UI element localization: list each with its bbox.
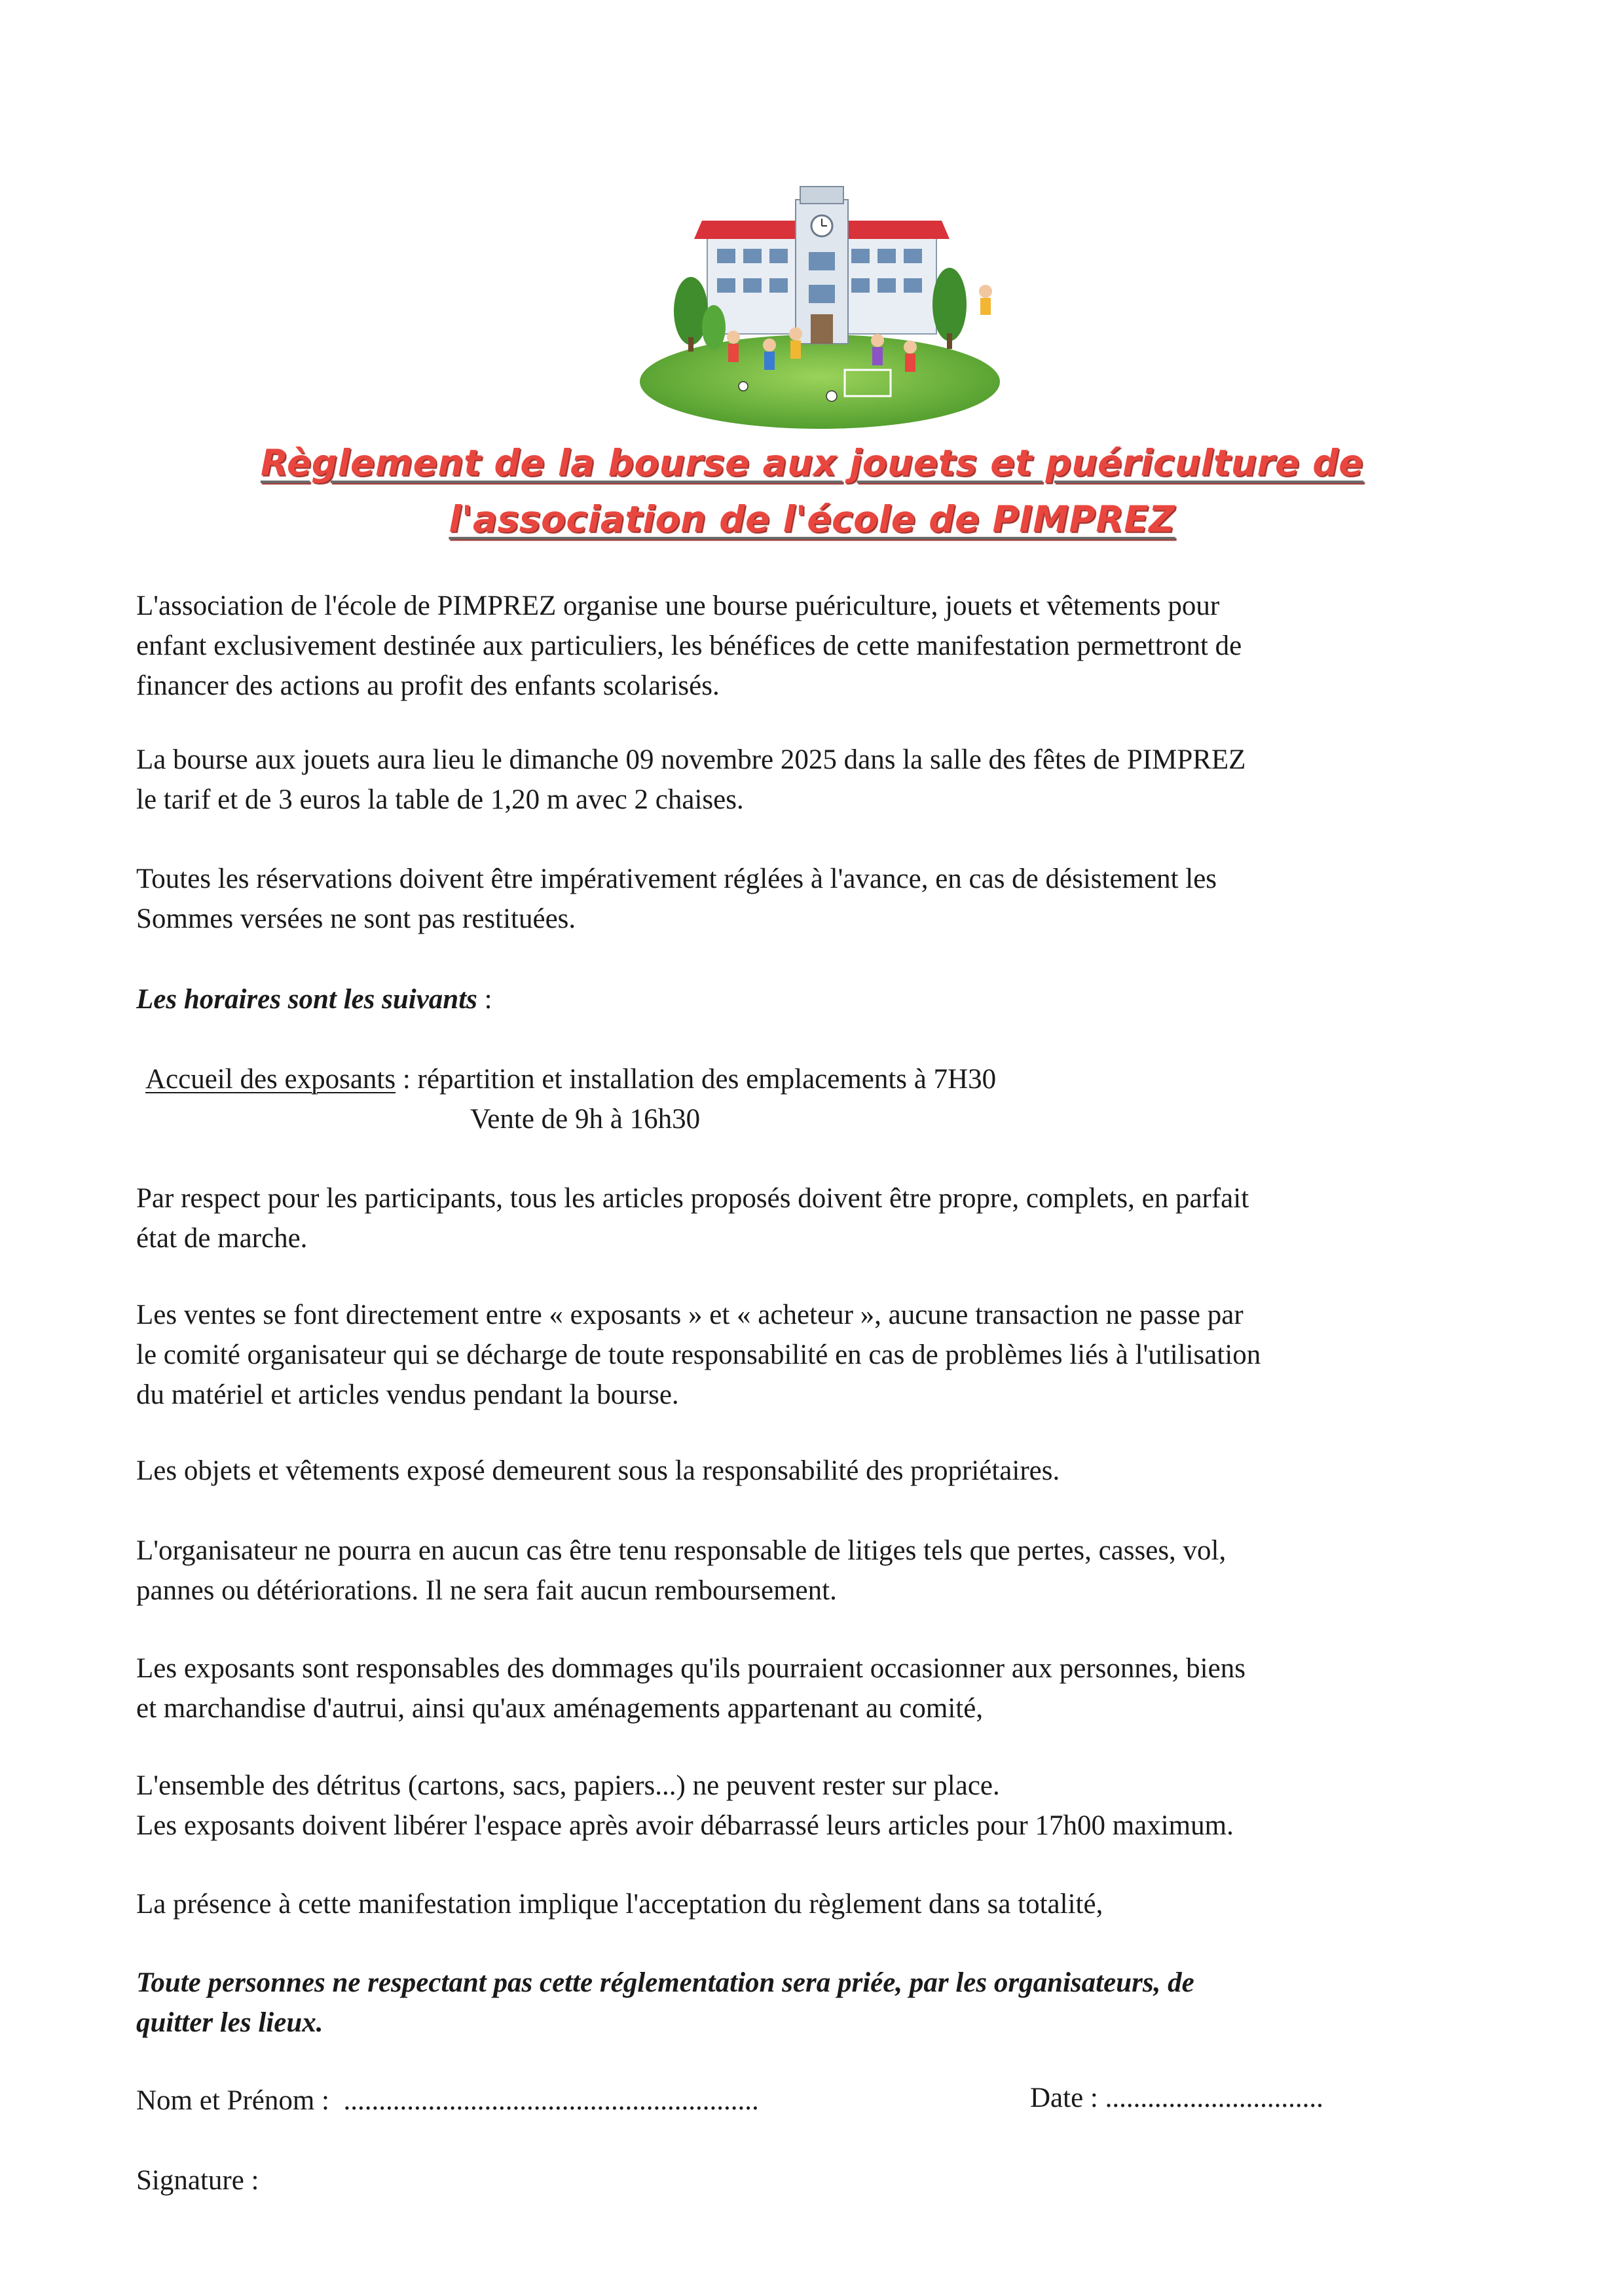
- horaires-heading-colon: :: [477, 984, 492, 1015]
- text-line: Les objets et vêtements exposé demeurent sous la responsabilité des propriétaires.: [136, 1455, 1060, 1486]
- text-line: enfant exclusivement destinée aux particuliers, les bénéfices de cette manifestation permettront de: [136, 630, 1242, 661]
- text-line: Les exposants doivent libérer l'espace après avoir débarrassé leurs articles pour 17h00 maximum.: [136, 1810, 1234, 1841]
- text-line: L'association de l'école de PIMPREZ organise une bourse puériculture, jouets et vêtements pour: [136, 591, 1220, 621]
- text-line: financer des actions au profit des enfants scolarisés.: [136, 670, 720, 701]
- school-logo-illustration: [629, 173, 1008, 435]
- accueil-exposants-label: Accueil des exposants: [145, 1064, 396, 1095]
- acceptation-paragraph: [136, 1884, 1511, 1924]
- title-text: Règlement de la bourse aux jouets et puériculture de: [260, 442, 1364, 484]
- ventes-paragraph: [136, 1295, 1511, 1415]
- text-line: du matériel et articles vendus pendant la bourse.: [136, 1379, 679, 1410]
- text-line: et marchandise d'autrui, ainsi qu'aux aménagements appartenant au comité,: [136, 1693, 984, 1724]
- text-line: quitter les lieux.: [136, 2007, 323, 2038]
- date-label: Date :: [1030, 2083, 1098, 2113]
- objets-paragraph: [136, 1451, 1511, 1491]
- horaires-details: [145, 1059, 1521, 1099]
- date-field[interactable]: [1030, 2078, 1488, 2118]
- text-line: pannes ou détériorations. Il ne sera fait aucun remboursement.: [136, 1575, 837, 1606]
- text-line: La bourse aux jouets aura lieu le dimanche 09 novembre 2025 dans la salle des fêtes de PIMPREZ: [136, 744, 1246, 775]
- text-line: le comité organisateur qui se décharge de toute responsabilité en cas de problèmes liés à l'utilisation: [136, 1339, 1261, 1370]
- reservations-paragraph: [136, 859, 1511, 939]
- grass-field-shape: [640, 335, 1000, 429]
- dommages-paragraph: [136, 1649, 1511, 1728]
- signature-label: Signature :: [136, 2165, 259, 2196]
- horaires-heading-text: Les horaires sont les suivants: [136, 984, 477, 1015]
- text-line: Par respect pour les participants, tous les articles proposés doivent être propre, complets, en parfait: [136, 1183, 1249, 1214]
- text-line: le tarif et de 3 euros la table de 1,20 m avec 2 chaises.: [136, 784, 744, 815]
- respect-paragraph: [136, 1178, 1511, 1258]
- text-line: L'ensemble des détritus (cartons, sacs, papiers...) ne peuvent rester sur place.: [136, 1770, 1000, 1801]
- detritus-paragraph: [136, 1766, 1511, 1846]
- text-line: Sommes versées ne sont pas restituées.: [136, 903, 576, 934]
- text-line: Vente de 9h à 16h30: [470, 1104, 701, 1135]
- text-line: Toutes les réservations doivent être impérativement réglées à l'avance, en cas de désistement les: [136, 864, 1217, 894]
- document-title-line-2: [144, 499, 1480, 540]
- text-line: état de marche.: [136, 1223, 308, 1254]
- intro-paragraph: [136, 586, 1511, 706]
- date-dotted-line[interactable]: ...............................: [1105, 2083, 1323, 2113]
- warning-paragraph: [136, 1963, 1511, 2043]
- document-title-line-1: [144, 443, 1480, 484]
- vente-horaires: [470, 1099, 1624, 1139]
- text-line: Les exposants sont responsables des dommages qu'ils pourraient occasionner aux personnes, biens: [136, 1653, 1246, 1684]
- nom-prenom-label: Nom et Prénom :: [136, 2085, 329, 2116]
- accueil-exposants-text: : répartition et installation des emplacements à 7H30: [396, 1064, 997, 1095]
- horaires-heading: [136, 979, 1511, 1019]
- date-tarif-paragraph: [136, 740, 1511, 820]
- nom-prenom-dotted-line[interactable]: ...........................................................: [343, 2085, 759, 2116]
- text-line: Les ventes se font directement entre « exposants » et « acheteur », aucune transaction ne passe par: [136, 1300, 1244, 1330]
- text-line: La présence à cette manifestation implique l'acceptation du règlement dans sa totalité,: [136, 1889, 1103, 1920]
- title-text: l'association de l'école de PIMPREZ: [449, 498, 1175, 540]
- signature-field[interactable]: [136, 2160, 1511, 2200]
- text-line: L'organisateur ne pourra en aucun cas être tenu responsable de litiges tels que pertes, casses, vol,: [136, 1535, 1227, 1566]
- text-line: Toute personnes ne respectant pas cette réglementation sera priée, par les organisateurs, de: [136, 1967, 1194, 1998]
- organisateur-paragraph: [136, 1531, 1511, 1611]
